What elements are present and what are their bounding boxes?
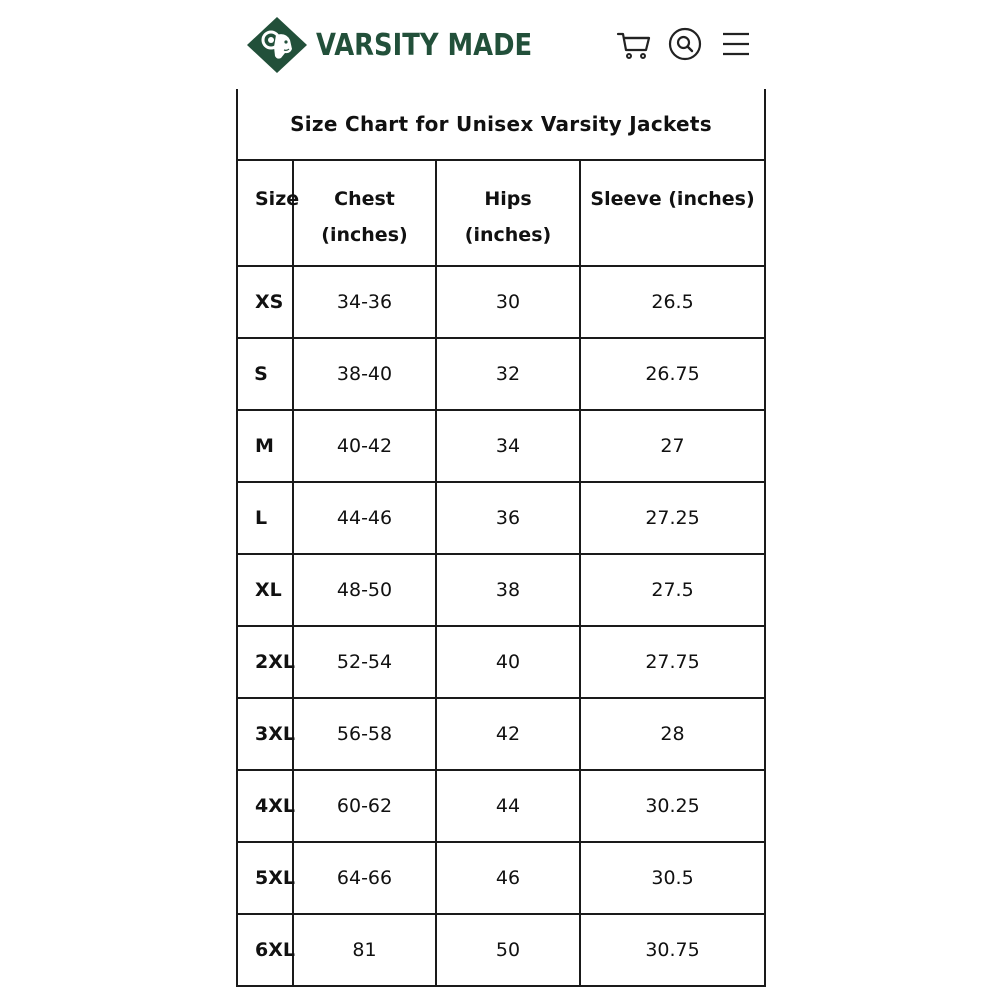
size-cell: L [237,482,293,554]
size-cell: XL [237,554,293,626]
table-row [237,842,765,914]
brand-logo-link[interactable] [246,16,567,74]
sleeve-cell: 30.5 [580,842,765,914]
size-chart-table [236,89,766,987]
table-row [237,266,765,338]
sleeve-cell: 27 [580,410,765,482]
sleeve-cell: 28 [580,698,765,770]
chest-cell: 38-40 [293,338,436,410]
size-chart-header-row [237,160,765,266]
chest-cell: 60-62 [293,770,436,842]
menu-icon[interactable] [718,26,754,62]
chest-cell: 40-42 [293,410,436,482]
sleeve-cell: 26.5 [580,266,765,338]
hips-cell: 32 [436,338,580,410]
hips-cell: 30 [436,266,580,338]
hips-cell: 46 [436,842,580,914]
column-header-size [237,160,300,266]
size-cell: 2XL [237,626,293,698]
table-row [237,338,765,410]
cart-icon[interactable] [616,26,652,62]
ram-logo-icon [246,16,308,74]
column-header-hips-line1: Hips [484,188,532,210]
table-row [237,770,765,842]
brand-name: VARSITY MADE [316,27,533,63]
size-cell: XS [237,266,293,338]
hips-cell: 34 [436,410,580,482]
table-row [237,554,765,626]
column-header-hips-line2: (inches) [464,224,552,246]
sleeve-cell: 27.25 [580,482,765,554]
size-cell: M [237,410,293,482]
chest-cell: 52-54 [293,626,436,698]
table-row [237,482,765,554]
site-header [0,0,1000,90]
sleeve-cell: 27.5 [580,554,765,626]
size-cell: 3XL [237,698,293,770]
column-header-hips [436,160,580,266]
size-chart-title-row [237,89,765,160]
sleeve-cell: 27.75 [580,626,765,698]
size-cell: S [237,338,293,410]
size-cell: 5XL [237,842,293,914]
chest-cell: 56-58 [293,698,436,770]
column-header-chest-line1: Chest [334,188,395,210]
sleeve-cell: 26.75 [580,338,765,410]
size-chart-title: Size Chart for Unisex Varsity Jackets [237,89,765,160]
sleeve-cell: 30.25 [580,770,765,842]
hips-cell: 36 [436,482,580,554]
chest-cell: 48-50 [293,554,436,626]
table-row [237,914,765,986]
table-row [237,410,765,482]
search-icon[interactable] [667,26,703,62]
hips-cell: 38 [436,554,580,626]
column-header-chest-line2: (inches) [321,224,408,246]
hips-cell: 50 [436,914,580,986]
table-row [237,698,765,770]
column-header-sleeve-label: Sleeve (inches) [590,188,755,210]
column-header-sleeve [580,160,765,266]
size-cell: 6XL [237,914,293,986]
sleeve-cell: 30.75 [580,914,765,986]
table-row [237,626,765,698]
chest-cell: 44-46 [293,482,436,554]
chest-cell: 81 [293,914,436,986]
chest-cell: 34-36 [293,266,436,338]
chest-cell: 64-66 [293,842,436,914]
size-chart [236,89,764,987]
hips-cell: 44 [436,770,580,842]
column-header-size-label: Size [255,188,300,210]
column-header-chest [293,160,436,266]
hips-cell: 42 [436,698,580,770]
size-cell: 4XL [237,770,293,842]
hips-cell: 40 [436,626,580,698]
